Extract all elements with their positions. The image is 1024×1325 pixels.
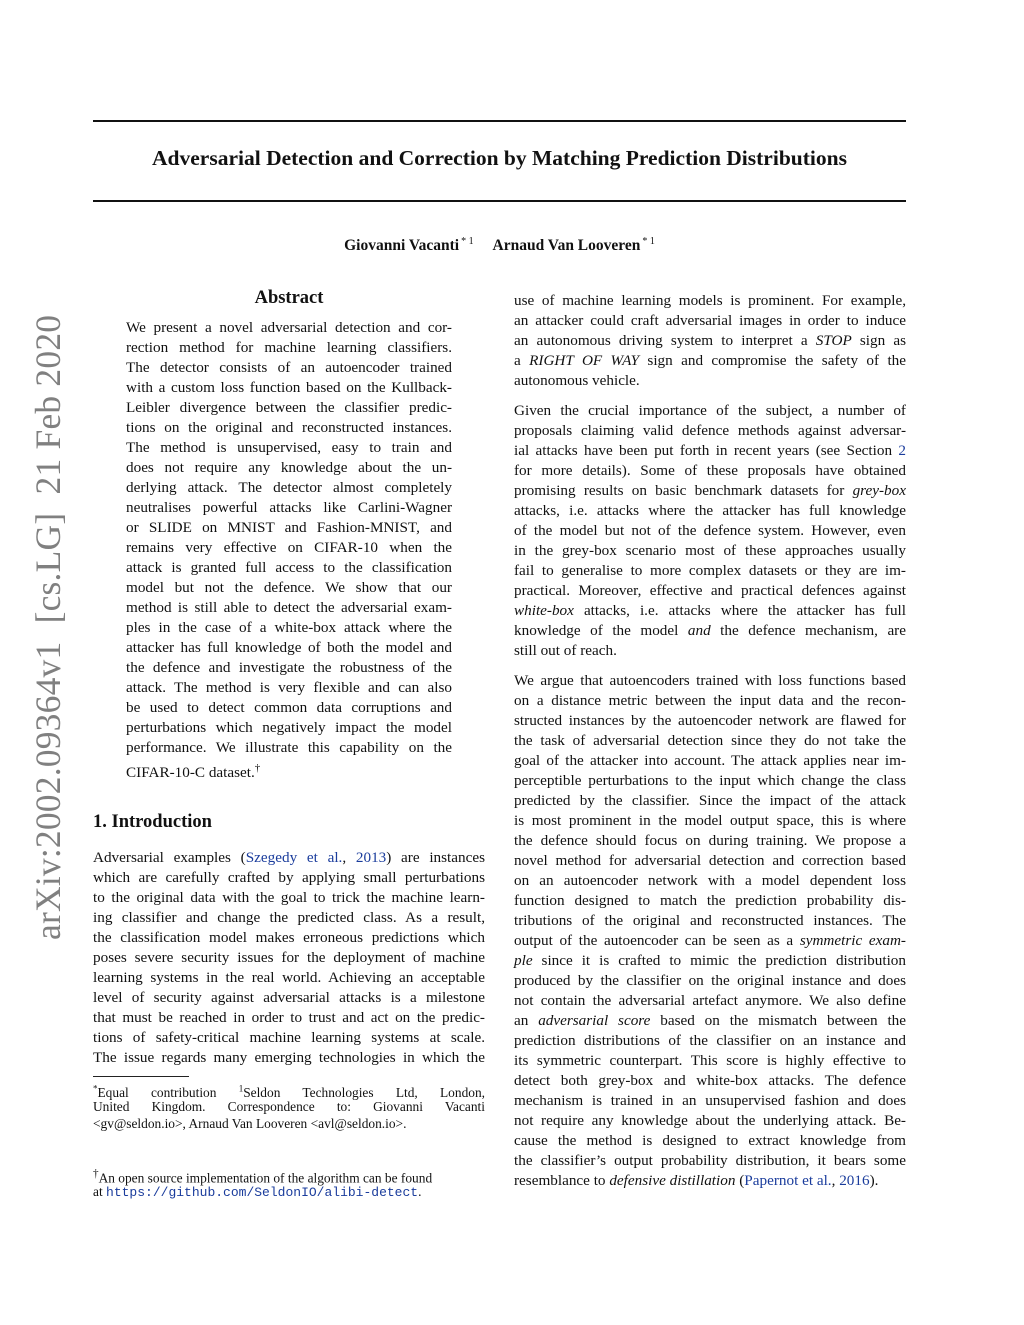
footnote-rule: [93, 1076, 189, 1077]
body-line: the classifier’s output probability distribution, it bears some: [514, 1152, 906, 1169]
body-line: its symmetric counterpart. This score is highly effective to: [514, 1052, 906, 1069]
arxiv-stamp-text: arXiv:2002.09364v1 [cs.LG] 21 Feb 2020: [28, 314, 68, 940]
title-rule-top: [93, 120, 906, 122]
body-line: still out of reach.: [514, 642, 617, 659]
body-line: use of machine learning models is prominent. For example,: [514, 292, 906, 309]
intro-line: the classification model makes erroneous predictions which: [93, 929, 485, 946]
intro-line: [93, 848, 485, 868]
body-line: tributions of the original and reconstructed instances. The: [514, 912, 906, 929]
abstract-line: attack is granted full access to the classification: [126, 559, 452, 576]
body-line: in the grey-box scenario most of these approaches usually: [514, 542, 906, 559]
body-line: not contain the adversarial artefact anymore. We also define: [514, 992, 906, 1009]
citation-link[interactable]: Papernot et al.: [744, 1172, 832, 1189]
abstract-line: derlying attack. The detector almost completely: [126, 479, 452, 496]
body-line: is most prominent in the model output space, this is where: [514, 812, 906, 829]
italic-text: and: [687, 622, 711, 639]
body-line: proposals claiming valid defence methods against adversar-: [514, 422, 906, 439]
footnote-line: <gv@seldon.io>, Arnaud Van Looveren <avl@seldon.io>.: [93, 1116, 407, 1131]
body-line: [514, 441, 906, 461]
footnote-line: [93, 1166, 485, 1186]
footnotes: [93, 1081, 485, 1132]
body-line: detect both grey-box and white-box attacks. The defence: [514, 1072, 906, 1089]
right-column-body: [514, 291, 906, 1191]
abstract-line: does not require any knowledge about the un-: [126, 459, 452, 476]
footnote-line: United Kingdom. Correspondence to: Giovanni Vacanti: [93, 1099, 485, 1114]
body-line: the task of adversarial detection since they do not take the: [514, 732, 906, 749]
body-line: an attacker could craft adversarial images in order to induce: [514, 312, 906, 329]
body-line: fail to generalise to more complex datasets or they are im-: [514, 562, 906, 579]
abstract-line: attacker has full knowledge of both the model and: [126, 639, 452, 656]
body-line: We argue that autoencoders trained with loss functions based: [514, 672, 906, 689]
intro-line: tions of safety-critical machine learning systems at scale.: [93, 1029, 485, 1046]
italic-text: symmetric exam-: [799, 932, 906, 949]
code-url-link[interactable]: https://github.com/SeldonIO/alibi-detect: [106, 1185, 419, 1200]
body-line: novel method for adversarial detection and correction based: [514, 852, 906, 869]
footnote-text: An open source implementation of the algorithm can be found: [98, 1170, 433, 1186]
text: output of the autoencoder can be seen as a: [514, 932, 800, 949]
citation-year-link[interactable]: 2016: [839, 1172, 870, 1189]
author-name: Giovanni Vacanti: [344, 237, 460, 255]
abstract-line: performance. We illustrate this capability on the: [126, 739, 452, 756]
intro-line: The issue regards many emerging technologies in which the: [93, 1049, 485, 1066]
abstract-line: ples in the case of a white-box attack where the: [126, 619, 452, 636]
text: ,: [831, 1172, 840, 1189]
intro-line: to the original data with the goal to trick the machine learn-: [93, 889, 485, 906]
body-line: perceptible perturbations to the input which change the class: [514, 772, 906, 789]
body-line: [514, 351, 906, 371]
intro-line: which are carefully crafted by applying small perturbations: [93, 869, 485, 886]
italic-text: STOP: [815, 332, 852, 349]
abstract-line: the defence and investigate the robustness of the: [126, 659, 452, 676]
body-line: structed instances by the autoencoder network are flawed for: [514, 712, 906, 729]
section-heading-introduction: 1. Introduction: [93, 812, 212, 832]
abstract-line: Leibler divergence between the classifier predic-: [126, 399, 452, 416]
body-line: [514, 621, 906, 641]
text: since it is crafted to mimic the prediction distribution: [532, 952, 906, 969]
text: ).: [869, 1172, 879, 1189]
text: a: [514, 352, 530, 369]
intro-line: level of security against adversarial attacks is a milestone: [93, 989, 485, 1006]
text: knowledge of the model: [514, 622, 688, 639]
abstract-line: or SLIDE on MNIST and Fashion-MNIST, and: [126, 519, 452, 536]
abstract-line: with a custom loss function based on the Kullback-: [126, 379, 452, 396]
body-line: goal of the attacker into account. The attack applies near im-: [514, 752, 906, 769]
abstract-line: rection method for machine learning classifiers.: [126, 339, 452, 356]
author-name: Arnaud Van Looveren: [492, 237, 641, 255]
title-rule-bottom: [93, 200, 906, 202]
text: an: [514, 1012, 539, 1029]
body-line: [514, 1171, 906, 1191]
body-line: [514, 951, 906, 971]
author-marks: * 1: [461, 236, 474, 247]
abstract-line: be used to detect common data corruptions and: [126, 699, 452, 716]
text: sign and compromise the safety of the: [639, 352, 906, 369]
body-line: autonomous vehicle.: [514, 372, 640, 389]
body-line: [514, 601, 906, 621]
body-line: prediction distributions of the classifier on an instance and: [514, 1032, 906, 1049]
body-line: not require any knowledge about the underlying attack. Be-: [514, 1112, 906, 1129]
text: Adversarial examples (: [93, 849, 246, 866]
text: sign as: [851, 332, 907, 349]
arxiv-stamp: [18, 314, 78, 940]
abstract-line: The detector consists of an autoencoder trained: [126, 359, 452, 376]
abstract-line: [126, 758, 452, 782]
footnote-mark: †: [93, 1168, 99, 1180]
body-line: predicted by the classifier. Since the impact of the attack: [514, 792, 906, 809]
abstract-line: attack. The method is very flexible and can also: [126, 679, 452, 696]
text: ial attacks have been put forth in recent years (see Section: [514, 442, 899, 459]
body-line: Given the crucial importance of the subject, a number of: [514, 402, 906, 419]
body-line: cause the method is designed to extract knowledge from: [514, 1132, 906, 1149]
abstract-line: neutralises powerful attacks like Carlini-Wagner: [126, 499, 452, 516]
footnote-text: Equal contribution: [97, 1085, 217, 1101]
text: an autonomous driving system to interpret a: [514, 332, 816, 349]
citation-link[interactable]: Szegedy et al.: [245, 849, 343, 866]
body-line: on a distance metric between the input data and the recon-: [514, 692, 906, 709]
body-line: [514, 481, 906, 501]
italic-text: defensive distillation: [609, 1172, 736, 1189]
footnote-text: at: [93, 1184, 103, 1199]
body-line: practical. Moreover, effective and practical defences against: [514, 582, 906, 599]
abstract-last-text: CIFAR-10-C dataset.: [126, 764, 255, 782]
footnote-mark: †: [254, 762, 261, 774]
italic-text: grey-box: [852, 482, 906, 499]
body-line: function designed to match the prediction probability dis-: [514, 892, 906, 909]
abstract-line: remains very effective on CIFAR-10 when the: [126, 539, 452, 556]
text: based on the mismatch between the: [650, 1012, 906, 1029]
author-list: [93, 236, 906, 255]
footnote-text: Seldon Technologies Ltd, London,: [243, 1085, 485, 1101]
abstract-line: We present a novel adversarial detection and cor-: [126, 319, 452, 336]
body-line: produced by the classifier on the original instance and does: [514, 972, 906, 989]
text: promising results on basic benchmark datasets for: [514, 482, 853, 499]
text: ) are instances: [386, 849, 485, 866]
intro-line: ing classifier and change the predicted class. As a result,: [93, 909, 485, 926]
body-line: the defence should focus on during training. We propose a: [514, 832, 906, 849]
abstract-line: The method is unsupervised, easy to train and: [126, 439, 452, 456]
text: (: [735, 1172, 745, 1189]
intro-line: poses severe security issues for the deployment of machine: [93, 949, 485, 966]
author-marks: * 1: [642, 236, 655, 247]
footnote-text: .: [418, 1184, 422, 1199]
footnote-mark: *: [93, 1084, 98, 1094]
body-line: for more details). Some of these proposals have obtained: [514, 462, 906, 479]
text: the defence mechanism, are: [710, 622, 906, 639]
text: ,: [342, 849, 356, 866]
footnote-line: [93, 1081, 485, 1101]
body-line: [514, 331, 906, 351]
italic-text: white-box: [514, 602, 574, 619]
body-line: attacks, i.e. attacks where the attacker has full knowledge: [514, 502, 906, 519]
section-ref-link[interactable]: 2: [898, 442, 906, 459]
text: resemblance to: [514, 1172, 610, 1189]
intro-line: that must be reached in order to trust and act on the predic-: [93, 1009, 485, 1026]
abstract-heading: Abstract: [254, 288, 324, 308]
citation-year-link[interactable]: 2013: [355, 849, 387, 866]
body-line: mechanism is trained in an unsupervised fashion and does: [514, 1092, 906, 1109]
italic-text: ple: [514, 952, 533, 969]
abstract-body: [126, 318, 452, 782]
italic-text: RIGHT OF WAY: [529, 352, 640, 369]
body-line: [514, 931, 906, 951]
body-line: [514, 1011, 906, 1031]
abstract-line: perturbations which negatively impact the model: [126, 719, 452, 736]
introduction-body: [93, 848, 485, 1068]
italic-text: adversarial score: [538, 1012, 651, 1029]
abstract-line: tions on the original and reconstructed instances.: [126, 419, 452, 436]
code-footnote: [93, 1166, 485, 1200]
body-line: of the model but not of the defence system. However, even: [514, 522, 906, 539]
body-line: on an autoencoder network with a model dependent loss: [514, 872, 906, 889]
text: attacks, i.e. attacks where the attacker has full: [573, 602, 906, 619]
footnote-mark: 1: [238, 1084, 244, 1094]
footnote-line: [93, 1183, 485, 1200]
abstract-line: model but not the defence. We show that our: [126, 579, 452, 596]
intro-line: learning systems in the real world. Achieving an acceptable: [93, 969, 485, 986]
abstract-line: method is still able to detect the adversarial exam-: [126, 599, 452, 616]
paper-title: Adversarial Detection and Correction by Matching Prediction Distributions: [152, 146, 847, 170]
